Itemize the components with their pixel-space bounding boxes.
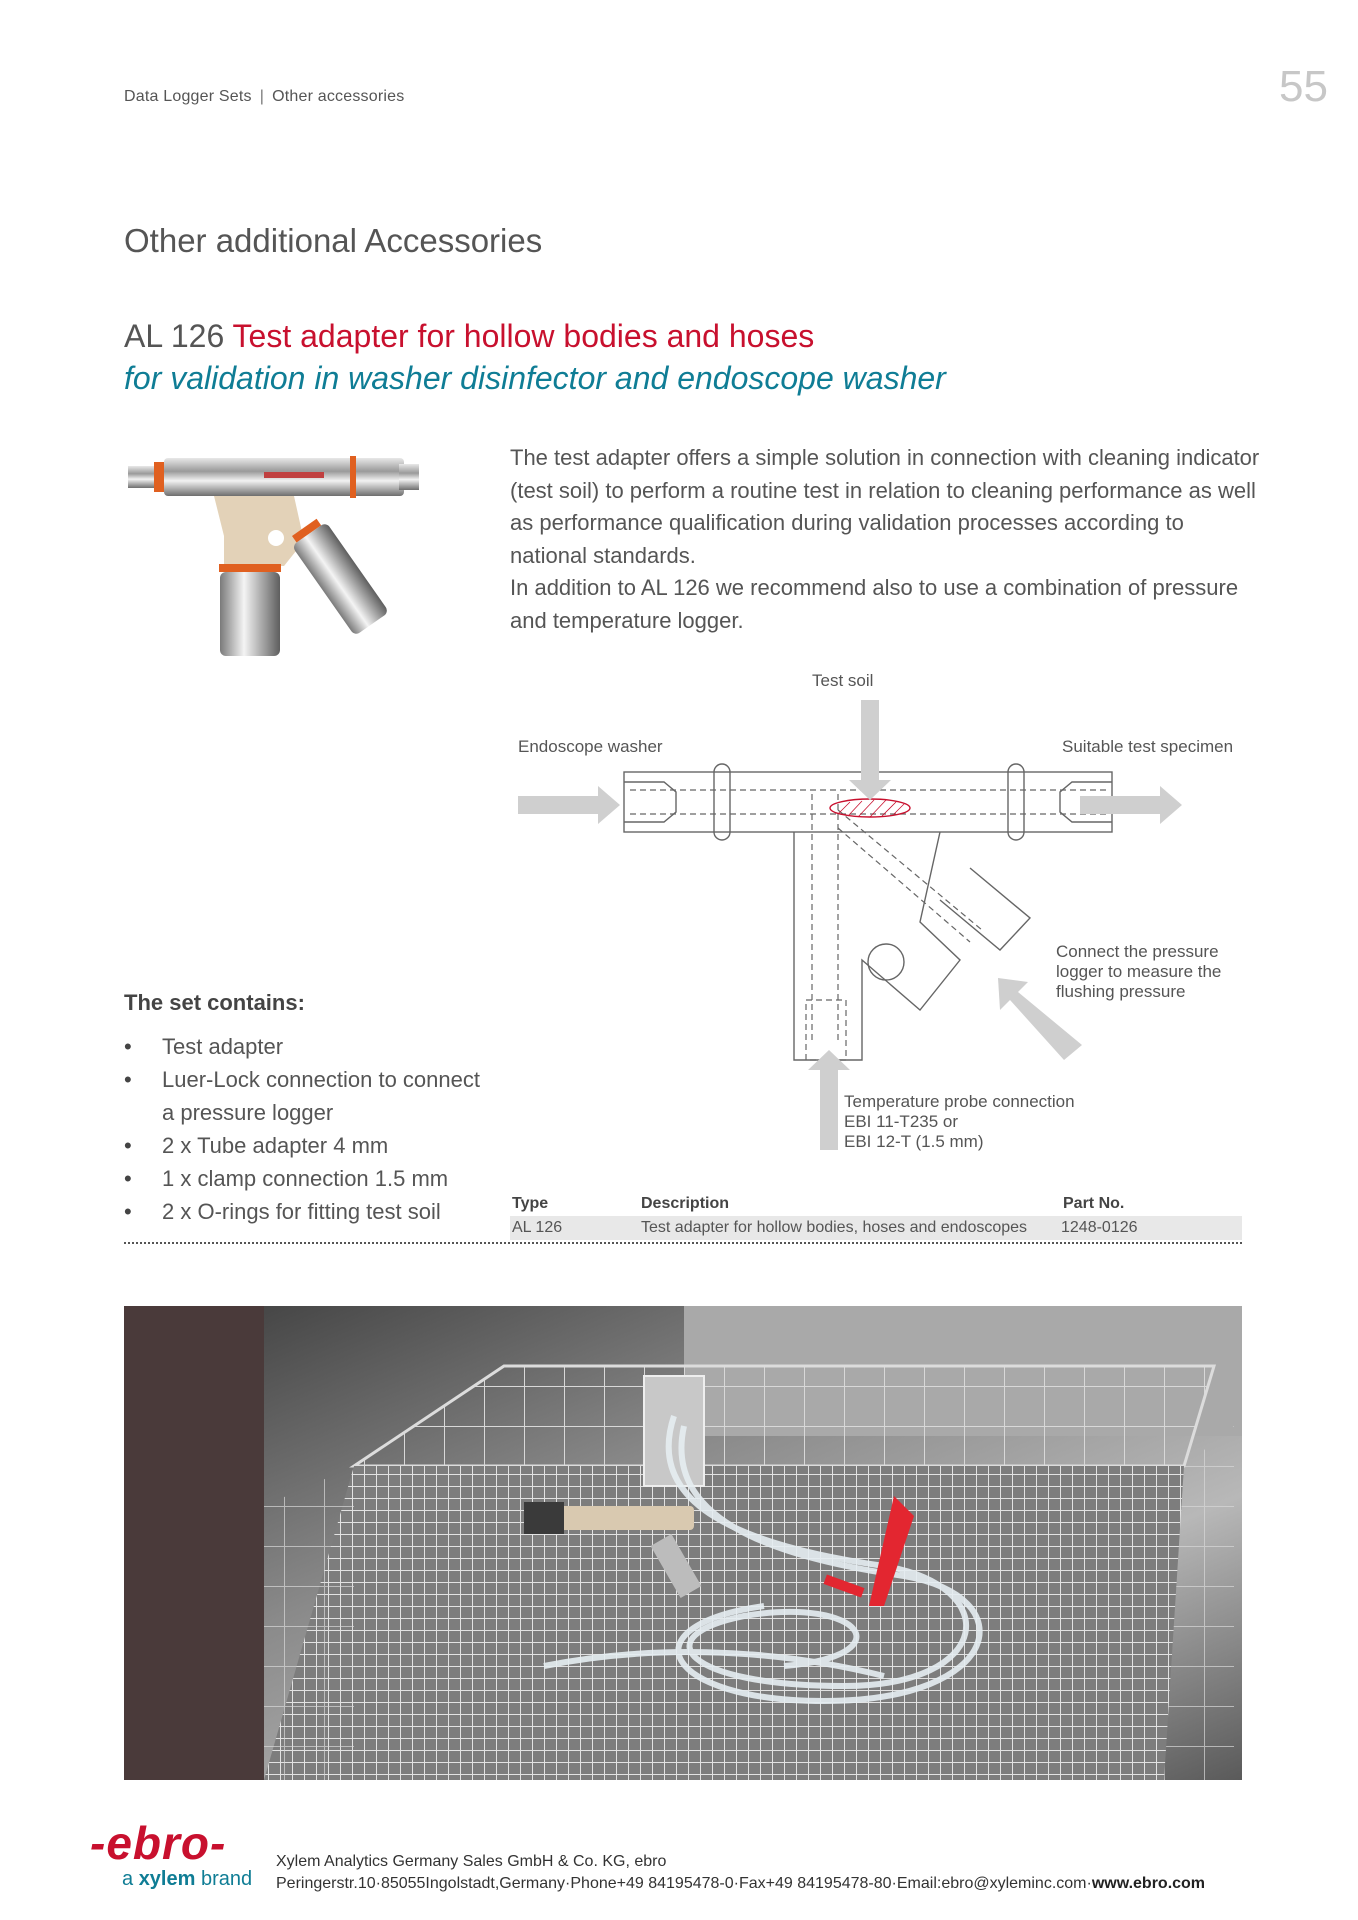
header-part-no: Part No. bbox=[1063, 1195, 1125, 1212]
breadcrumb-separator: | bbox=[259, 88, 265, 105]
product-subtitle: for validation in washer disinfector and endoscope washer bbox=[124, 360, 946, 396]
footer-contact bbox=[276, 1873, 1205, 1895]
header-type: Type bbox=[512, 1195, 549, 1212]
product-photo bbox=[124, 446, 424, 696]
product-name: Test adapter for hollow bodies and hoses bbox=[232, 318, 815, 354]
label-temperature-probe bbox=[844, 1092, 1075, 1152]
breadcrumb-left: Data Logger Sets bbox=[124, 88, 252, 105]
intro-paragraph-1: The test adapter offers a simple solution in connection with cleaning indicator (test soil) to perform a routine test in relation to cleaning performance as well as performance qualification during validation processes according to national standards. bbox=[510, 445, 1260, 568]
tagline-prefix: a bbox=[122, 1868, 134, 1890]
section-title: Other additional Accessories bbox=[124, 222, 543, 259]
arrow-right-out bbox=[1080, 786, 1182, 824]
cell-type: AL 126 bbox=[512, 1219, 563, 1236]
cell-part-no: 1248-0126 bbox=[1061, 1219, 1138, 1236]
label-pressure-line-1: Connect the pressure bbox=[1056, 942, 1219, 961]
breadcrumb-right: Other accessories bbox=[272, 88, 405, 105]
footer-website-link[interactable]: www.ebro.com bbox=[1091, 1875, 1206, 1892]
label-pressure-line-2: logger to measure the bbox=[1056, 962, 1222, 981]
footer-company: Xylem Analytics Germany Sales GmbH & Co. KG, ebro bbox=[276, 1853, 667, 1870]
washer-rack-photo bbox=[124, 1306, 1242, 1780]
label-temp-line-2: EBI 11-T235 or bbox=[844, 1112, 959, 1131]
list-item: • 2 x Tube adapter 4 mm bbox=[124, 1129, 484, 1162]
set-heading: The set contains: bbox=[124, 990, 305, 1015]
logo-wordmark: -ebro- bbox=[90, 1817, 227, 1869]
page-number: 55 bbox=[1279, 62, 1328, 111]
dotted-divider bbox=[124, 1242, 1242, 1244]
label-suitable-specimen: Suitable test specimen bbox=[1062, 737, 1234, 756]
table-row bbox=[510, 1216, 1242, 1240]
intro-paragraph-2: In addition to AL 126 we recommend also to use a combination of pressure and temperature logger. bbox=[510, 575, 1239, 633]
product-code: AL 126 bbox=[124, 318, 225, 354]
intro-text bbox=[510, 442, 1260, 637]
washer-rack-illustration bbox=[124, 1306, 1242, 1780]
list-item: • 2 x O-rings for fitting test soil bbox=[124, 1195, 484, 1228]
adapter-diagram bbox=[500, 660, 1260, 1180]
label-pressure-logger bbox=[1056, 942, 1221, 1002]
header-description: Description bbox=[641, 1195, 730, 1212]
tagline-suffix: brand bbox=[200, 1868, 253, 1890]
tagline-brand: xylem bbox=[138, 1868, 196, 1890]
breadcrumb bbox=[124, 88, 404, 106]
arrow-down-test-soil bbox=[849, 700, 891, 800]
product-title bbox=[124, 318, 814, 355]
logo-tagline bbox=[122, 1868, 252, 1891]
ebro-logo bbox=[90, 1817, 253, 1891]
set-list bbox=[124, 1030, 484, 1228]
order-table bbox=[510, 1192, 1242, 1240]
cell-description: Test adapter for hollow bodies, hoses and endoscopes bbox=[641, 1219, 1028, 1236]
list-item: • 1 x clamp connection 1.5 mm bbox=[124, 1162, 484, 1195]
label-temp-line-3: EBI 12-T (1.5 mm) bbox=[844, 1132, 984, 1151]
table-header bbox=[510, 1192, 1242, 1216]
list-item: • Test adapter bbox=[124, 1030, 484, 1063]
footer-contact-details: Peringerstr.10·85055Ingolstadt,Germany·Phone+49 84195478-0·Fax+49 84195478-80·Email:ebro@xyleminc.com· bbox=[276, 1875, 1092, 1892]
list-item: • Luer-Lock connection to connect a pressure logger bbox=[124, 1063, 484, 1129]
arrow-right-in bbox=[518, 786, 620, 824]
label-test-soil: Test soil bbox=[812, 671, 874, 690]
label-temp-line-1: Temperature probe connection bbox=[844, 1092, 1075, 1111]
label-endoscope-washer: Endoscope washer bbox=[518, 737, 663, 756]
footer-address bbox=[276, 1851, 1205, 1895]
label-pressure-line-3: flushing pressure bbox=[1056, 982, 1186, 1001]
